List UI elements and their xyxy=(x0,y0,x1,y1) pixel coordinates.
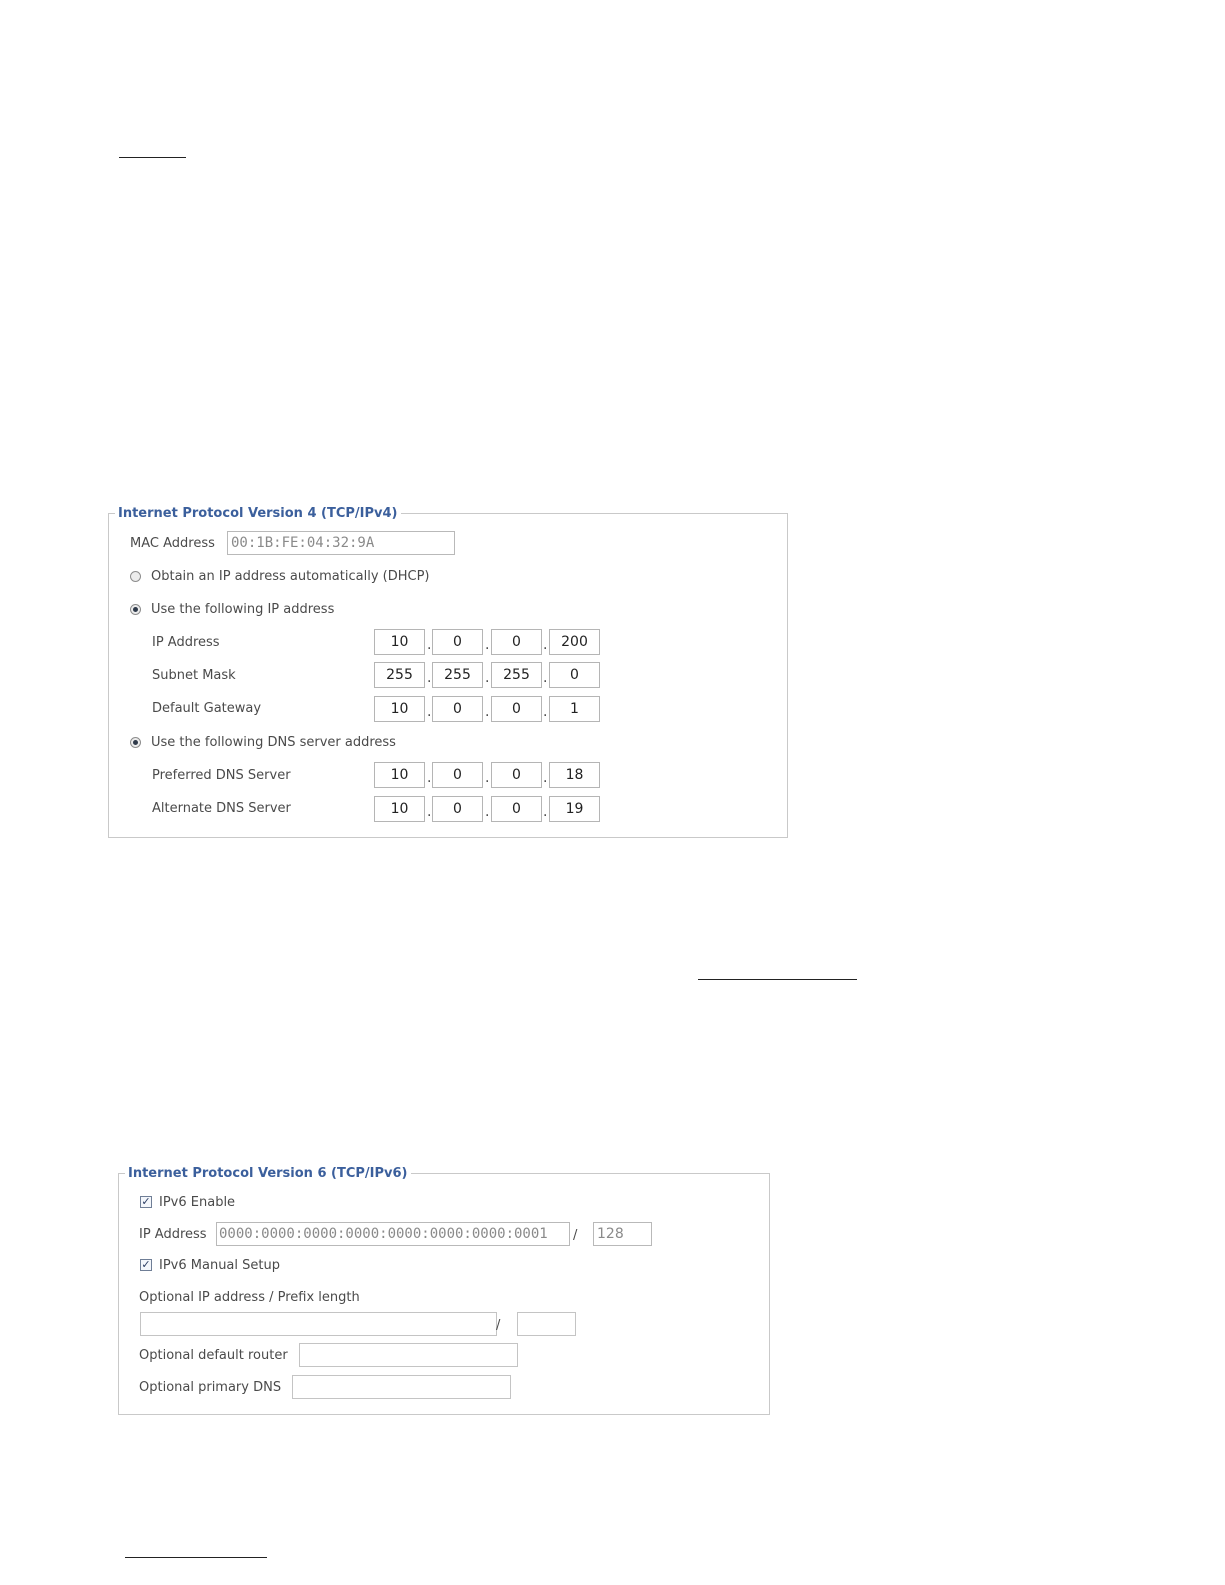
octet-separator: . xyxy=(543,637,548,653)
ipv6-enable-checkbox[interactable]: ✓ xyxy=(141,1195,151,1208)
optional-ip-address-input[interactable] xyxy=(140,1312,497,1336)
ipv6-ip-address-field[interactable]: 0000:0000:0000:0000:0000:0000:0000:0001 xyxy=(216,1222,570,1246)
octet-separator: . xyxy=(485,770,490,786)
ip-address-label: IP Address xyxy=(152,635,220,650)
dhcp-radio[interactable] xyxy=(130,571,141,582)
mask-octet-3[interactable]: 255 xyxy=(491,662,542,688)
mask-octet-2[interactable]: 255 xyxy=(432,662,483,688)
ipv6-manual-setup-label[interactable]: IPv6 Manual Setup xyxy=(159,1258,280,1273)
ipv4-group-title: Internet Protocol Version 4 (TCP/IPv4) xyxy=(118,506,398,521)
optional-prefix-length-input[interactable] xyxy=(517,1312,576,1336)
pref-dns-octet-1[interactable]: 10 xyxy=(374,762,425,788)
ip-octet-4[interactable]: 200 xyxy=(549,629,600,655)
ip-octet-2[interactable]: 0 xyxy=(432,629,483,655)
ip-octet-1[interactable]: 10 xyxy=(374,629,425,655)
octet-separator: . xyxy=(543,804,548,820)
mac-address-field[interactable]: 00:1B:FE:04:32:9A xyxy=(227,531,455,555)
alt-dns-octet-1[interactable]: 10 xyxy=(374,796,425,822)
octet-separator: . xyxy=(485,670,490,686)
prefix-slash: / xyxy=(573,1228,578,1243)
octet-separator: . xyxy=(427,670,432,686)
optional-primary-dns-label: Optional primary DNS xyxy=(139,1380,282,1395)
default-gateway-label: Default Gateway xyxy=(152,701,262,716)
ip-octet-3[interactable]: 0 xyxy=(491,629,542,655)
ipv6-prefix-field[interactable]: 128 xyxy=(593,1222,652,1246)
optional-default-router-label: Optional default router xyxy=(139,1348,288,1363)
optional-prefix-slash: / xyxy=(496,1318,501,1333)
octet-separator: . xyxy=(543,704,548,720)
mask-octet-1[interactable]: 255 xyxy=(374,662,425,688)
ipv6-group-title: Internet Protocol Version 6 (TCP/IPv6) xyxy=(128,1166,408,1181)
octet-separator: . xyxy=(427,637,432,653)
octet-separator: . xyxy=(427,770,432,786)
subnet-mask-label: Subnet Mask xyxy=(152,668,236,683)
pref-dns-octet-4[interactable]: 18 xyxy=(549,762,600,788)
manual-dns-radio[interactable] xyxy=(130,737,141,748)
alt-dns-octet-3[interactable]: 0 xyxy=(491,796,542,822)
static-ip-radio[interactable] xyxy=(130,604,141,615)
optional-default-router-input[interactable] xyxy=(299,1343,518,1367)
underline-rule-bottom xyxy=(125,1557,267,1558)
underline-rule-top xyxy=(119,157,186,158)
gateway-octet-2[interactable]: 0 xyxy=(432,696,483,722)
ipv6-enable-label[interactable]: IPv6 Enable xyxy=(159,1195,236,1210)
dhcp-label[interactable]: Obtain an IP address automatically (DHCP) xyxy=(151,569,430,584)
pref-dns-octet-2[interactable]: 0 xyxy=(432,762,483,788)
preferred-dns-label: Preferred DNS Server xyxy=(152,768,291,783)
optional-ip-prefix-label: Optional IP address / Prefix length xyxy=(139,1290,360,1305)
alt-dns-octet-4[interactable]: 19 xyxy=(549,796,600,822)
octet-separator: . xyxy=(485,804,490,820)
mac-address-label: MAC Address xyxy=(130,536,215,551)
manual-dns-label[interactable]: Use the following DNS server address xyxy=(151,735,396,750)
alt-dns-octet-2[interactable]: 0 xyxy=(432,796,483,822)
octet-separator: . xyxy=(485,637,490,653)
underline-rule-middle xyxy=(698,979,857,980)
optional-primary-dns-input[interactable] xyxy=(292,1375,511,1399)
octet-separator: . xyxy=(485,704,490,720)
alternate-dns-label: Alternate DNS Server xyxy=(152,801,291,816)
static-ip-label[interactable]: Use the following IP address xyxy=(151,602,335,617)
ipv6-ip-address-label: IP Address xyxy=(139,1227,207,1242)
octet-separator: . xyxy=(543,670,548,686)
gateway-octet-4[interactable]: 1 xyxy=(549,696,600,722)
mask-octet-4[interactable]: 0 xyxy=(549,662,600,688)
octet-separator: . xyxy=(427,704,432,720)
gateway-octet-3[interactable]: 0 xyxy=(491,696,542,722)
ipv6-manual-setup-checkbox[interactable]: ✓ xyxy=(141,1258,151,1271)
octet-separator: . xyxy=(427,804,432,820)
gateway-octet-1[interactable]: 10 xyxy=(374,696,425,722)
pref-dns-octet-3[interactable]: 0 xyxy=(491,762,542,788)
octet-separator: . xyxy=(543,770,548,786)
